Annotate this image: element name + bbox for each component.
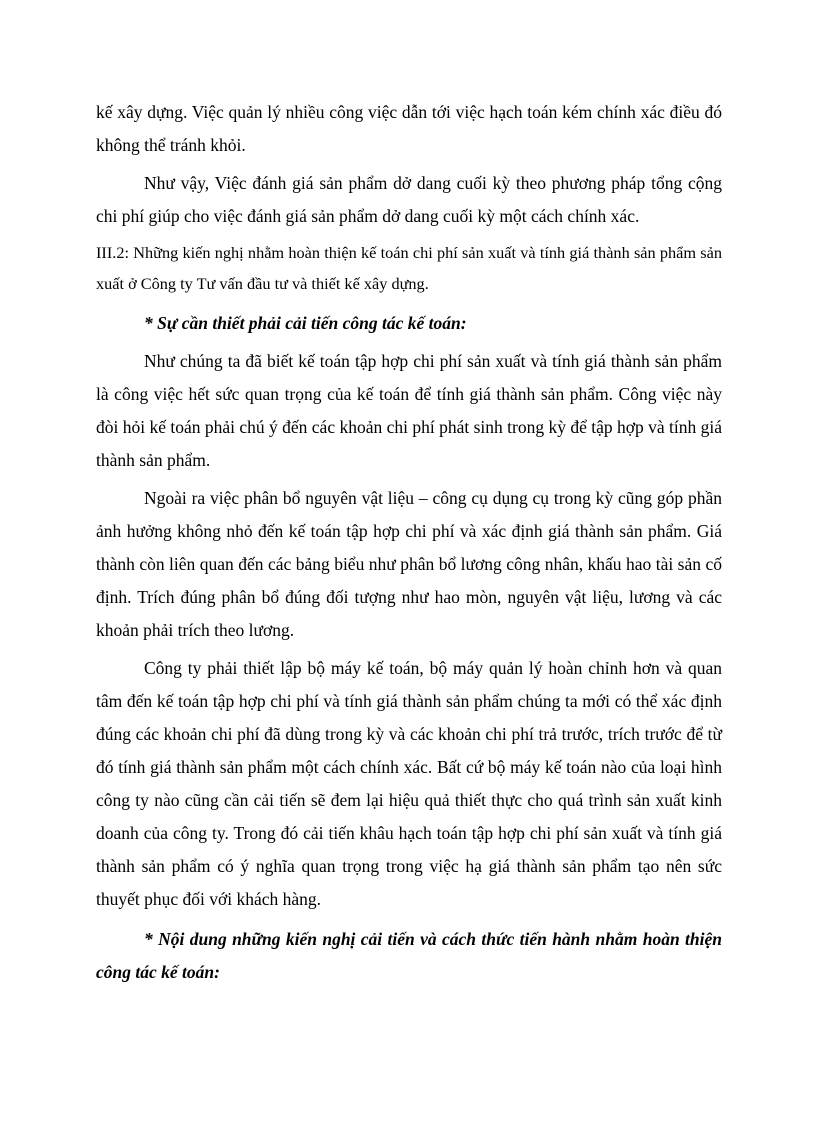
paragraph-continuation: kế xây dựng. Việc quản lý nhiều công việc dẫn tới việc hạch toán kém chính xác điều đó không thể tránh khỏi. bbox=[96, 102, 722, 155]
paragraph-summary: Như vậy, Việc đánh giá sản phẩm dở dang cuối kỳ theo phương pháp tổng cộng chi phí giúp cho việc đánh giá sản phẩm dở dang cuối kỳ một cách chính xác. bbox=[96, 173, 722, 226]
section-heading-iii-2: III.2: Những kiến nghị nhằm hoàn thiện kế toán chi phí sản xuất và tính giá thành sản phẩm sản xuất ở Công ty Tư vấn đầu tư và thiết kế xây dựng. bbox=[96, 243, 722, 293]
paragraph-body-1: Như chúng ta đã biết kế toán tập hợp chi phí sản xuất và tính giá thành sản phẩm là công việc hết sức quan trọng của kế toán để tính giá thành sản phẩm. Công việc này đòi hỏi kế toán phải chú ý đến các khoản chi phí phát sinh trong kỳ để tập hợp và tính giá thành sản phẩm. bbox=[96, 351, 722, 470]
subheading-recommendations: * Nội dung những kiến nghị cải tiến và cách thức tiến hành nhằm hoàn thiện công tác kế toán: bbox=[96, 929, 722, 982]
document-page bbox=[96, 96, 722, 989]
paragraph-body-3: Công ty phải thiết lập bộ máy kế toán, bộ máy quản lý hoàn chỉnh hơn và quan tâm đến kế toán tập hợp chi phí và tính giá thành sản phẩm chúng ta mới có thể xác định đúng các khoản chi phí đã dùng trong kỳ và các khoản chi phí trả trước, trích trước để từ đó tính giá thành sản phẩm một cách chính xác. Bất cứ bộ máy kế toán nào của loại hình công ty nào cũng cần cải tiến sẽ đem lại hiệu quả thiết thực cho quá trình sản xuất kinh doanh của công ty. Trong đó cải tiến khâu hạch toán tập hợp chi phí sản xuất và tính giá thành sản phẩm có ý nghĩa quan trọng trong việc hạ giá thành sản phẩm tạo nên sức thuyết phục đối với khách hàng. bbox=[96, 658, 722, 909]
paragraph-body-2: Ngoài ra việc phân bổ nguyên vật liệu – công cụ dụng cụ trong kỳ cũng góp phần ảnh hưởng không nhỏ đến kế toán tập hợp chi phí và xác định giá thành sản phẩm. Giá thành còn liên quan đến các bảng biểu như phân bổ lương công nhân, khấu hao tài sản cố định. Trích đúng phân bổ đúng đối tượng như hao mòn, nguyên vật liệu, lương và các khoản phải trích theo lương. bbox=[96, 488, 722, 640]
subheading-necessity: * Sự cần thiết phải cải tiến công tác kế toán: bbox=[144, 313, 467, 333]
